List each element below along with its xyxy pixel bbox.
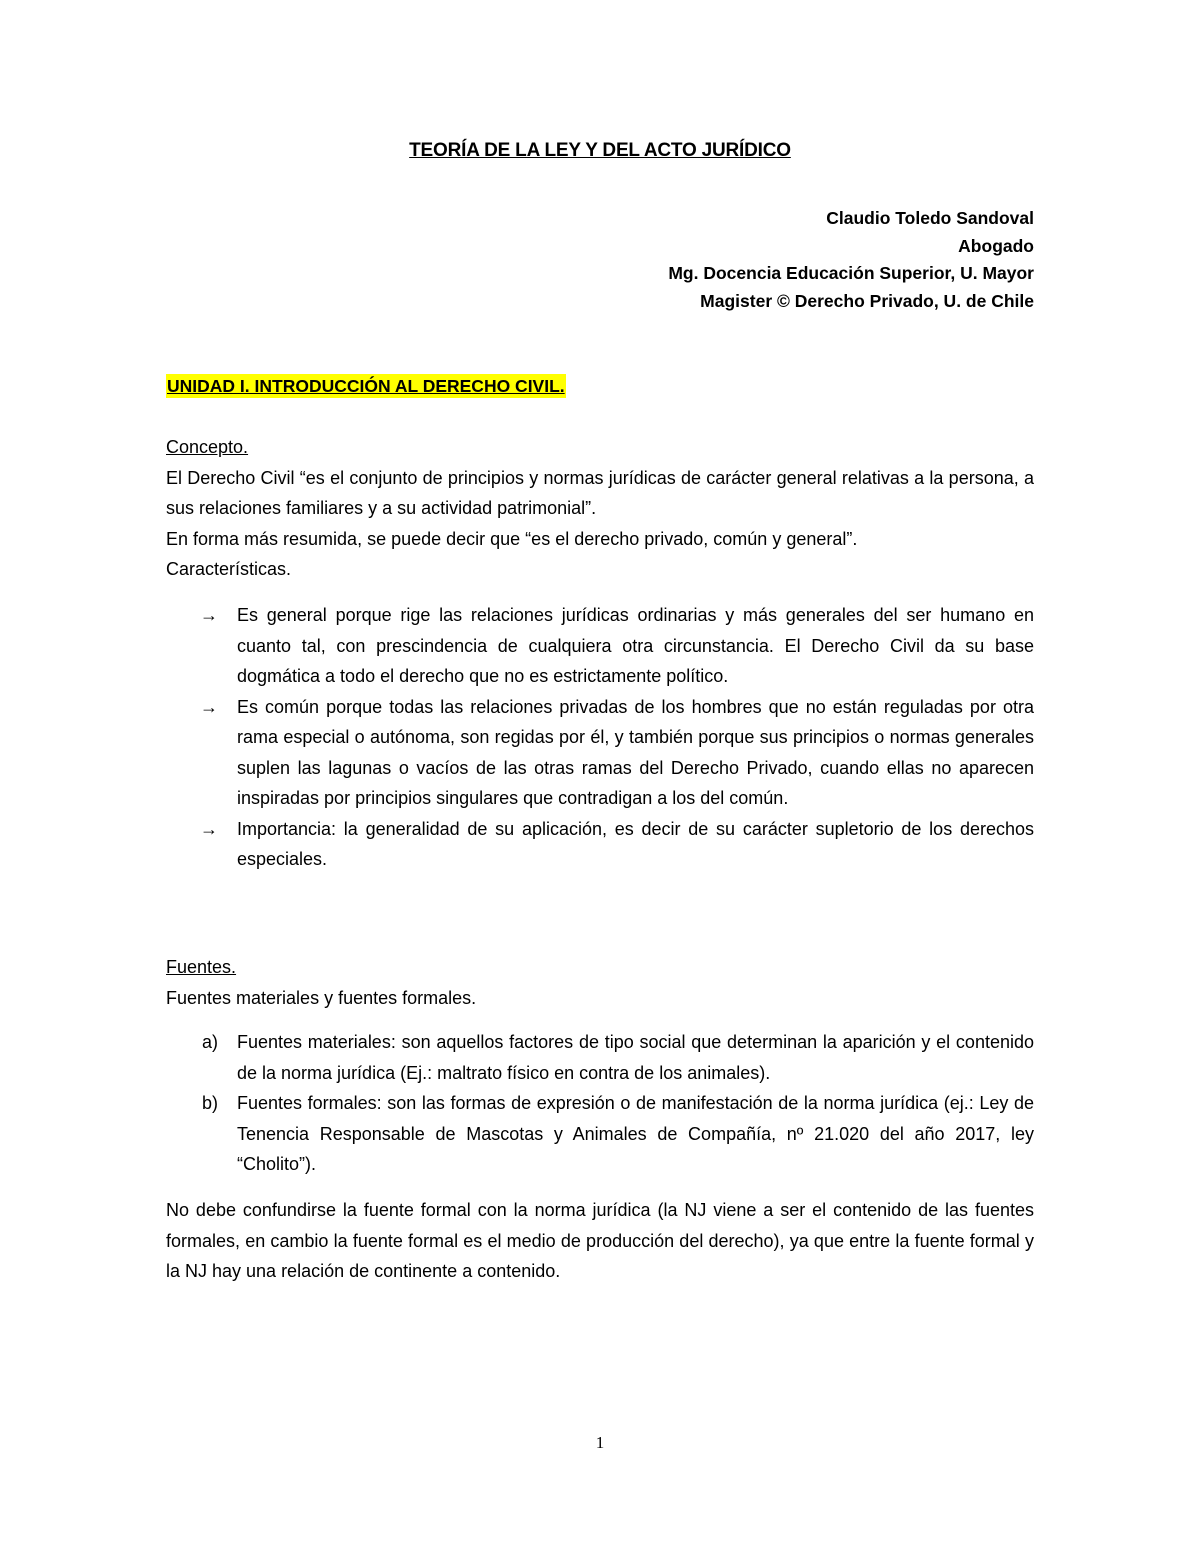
list-marker: b) xyxy=(202,1093,219,1113)
list-item-text: Fuentes materiales: son aquellos factores de tipo social que determinan la aparición y el contenido de la norma jurídica (Ej.: maltrato físico en contra de los animales). xyxy=(237,1032,1034,1083)
list-item xyxy=(166,692,1034,814)
author-degree-1: Mg. Docencia Educación Superior, U. Mayor xyxy=(668,263,1034,284)
author-name: Claudio Toledo Sandoval xyxy=(826,208,1034,228)
unit-heading: UNIDAD I. INTRODUCCIÓN AL DERECHO CIVIL. xyxy=(167,376,565,396)
fuentes-closing-paragraph: No debe confundirse la fuente formal con la norma jurídica (la NJ viene a ser el contenido de las fuentes formales, en cambio la fuente formal es el medio de producción del derecho), ya que entre la fuente formal y la NJ hay una relación de continente a contenido. xyxy=(166,1200,1034,1281)
author-block xyxy=(668,205,1034,316)
concepto-section xyxy=(166,432,1034,585)
list-item xyxy=(166,600,1034,692)
arrow-icon: → xyxy=(200,605,218,625)
arrow-icon: → xyxy=(200,696,218,717)
caracteristicas-section xyxy=(166,600,1034,875)
list-item xyxy=(166,814,1034,875)
list-item xyxy=(166,1027,1034,1088)
fuentes-intro: Fuentes materiales y fuentes formales. xyxy=(166,987,477,1008)
concepto-summary: En forma más resumida, se puede decir que “es el derecho privado, común y general”. xyxy=(166,528,858,549)
caracteristicas-label: Características. xyxy=(166,559,292,579)
list-item-text: Importancia: la generalidad de su aplicación, es decir de su carácter supletorio de los derechos especiales. xyxy=(237,818,1034,869)
list-marker: a) xyxy=(202,1032,219,1052)
fuentes-list xyxy=(166,1027,1034,1180)
concepto-paragraph: El Derecho Civil “es el conjunto de principios y normas jurídicas de carácter general relativas a la persona, a sus relaciones familiares y a su actividad patrimonial”. xyxy=(166,467,1034,518)
author-degree-2: Magister © Derecho Privado, U. de Chile xyxy=(700,291,1034,312)
list-item xyxy=(166,1088,1034,1180)
document-title: TEORÍA DE LA LEY Y DEL ACTO JURÍDICO xyxy=(409,140,791,161)
list-item-text: Es general porque rige las relaciones jurídicas ordinarias y más generales del ser humano en cuanto tal, con prescindencia de cualquiera otra circunstancia. El Derecho Civil da su base dogmática a todo el derecho que no es estrictamente político. xyxy=(237,605,1034,686)
fuentes-section xyxy=(166,952,1034,1013)
page-number: 1 xyxy=(595,1433,605,1452)
list-item-text: Es común porque todas las relaciones privadas de los hombres que no están reguladas por otra rama especial o autónoma, son regidas por él, y también porque sus principios o normas generales suplen las lagunas o vacíos de las otras ramas del Derecho Privado, cuando ellas no aparecen inspiradas por principios singulares que contradigan a los del común. xyxy=(237,696,1034,808)
list-item-text: Fuentes formales: son las formas de expresión o de manifestación de la norma jurídica (ej.: Ley de Tenencia Responsable de Mascotas y Animales de Compañía, nº 21.020 del año 2017, ley “Cholito”). xyxy=(237,1093,1034,1174)
arrow-icon: → xyxy=(200,818,218,839)
fuentes-list-section xyxy=(166,1027,1034,1180)
caracteristicas-list xyxy=(166,600,1034,875)
author-profession: Abogado xyxy=(958,235,1034,256)
concepto-heading: Concepto. xyxy=(166,437,249,457)
fuentes-heading: Fuentes. xyxy=(166,957,237,977)
